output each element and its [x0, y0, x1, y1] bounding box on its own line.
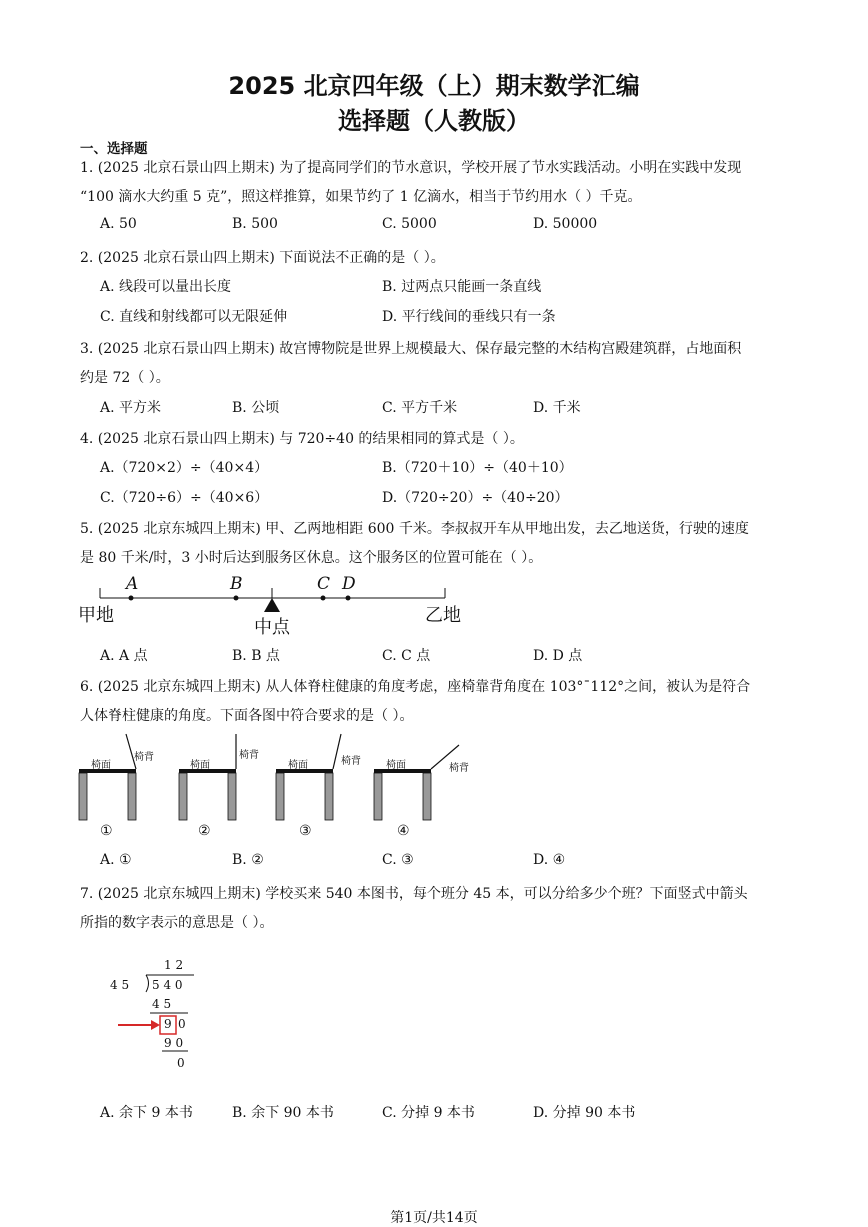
- question-7-line-2: 所指的数字表示的意思是（ ）。: [80, 915, 274, 931]
- question-7-line-1: 7. (2025 北京东城四上期末) 学校买来 540 本图书，每个班分 45 本，可以分给多少个班？下面竖式中箭头: [80, 886, 748, 902]
- question-5-option-d: D. D 点: [533, 648, 583, 664]
- section-heading: 一、选择题: [80, 141, 148, 157]
- point-c-dot: [321, 596, 326, 601]
- question-3-option-a: A. 平方米: [100, 400, 162, 416]
- question-3-line-2: 约是 72（ ）。: [80, 370, 170, 386]
- division-step-2-boxed: 9: [164, 1017, 172, 1031]
- question-5-line-2: 是 80 千米/时，3 小时后达到服务区休息。这个服务区的位置可能在（ ）。: [80, 550, 543, 566]
- long-division-figure: [110, 955, 220, 1075]
- chair-1-number: ①: [100, 823, 113, 839]
- question-6-option-b: B. ②: [232, 852, 264, 868]
- question-6-line-1: 6. (2025 北京东城四上期末) 从人体脊柱健康的角度考虑，座椅靠背角度在 103°ˉ112°之间，被认为是符合: [80, 679, 751, 695]
- division-dividend: 5 4 0: [152, 978, 183, 992]
- question-6-line-2: 人体脊柱健康的角度。下面各图中符合要求的是（ ）。: [80, 708, 414, 724]
- chair-3: [276, 734, 341, 820]
- question-6-option-d: D. ④: [533, 852, 566, 868]
- chair-4-back-label: 椅背: [449, 763, 469, 774]
- chair-1-back-label: 椅背: [134, 752, 154, 763]
- chair-2: [179, 734, 236, 820]
- point-a-dot: [129, 596, 134, 601]
- question-1-option-a: A. 50: [100, 216, 137, 232]
- question-1-option-c: C. 5000: [382, 216, 437, 232]
- question-2-option-d: D. 平行线间的垂线只有一条: [382, 309, 556, 325]
- division-bracket: [146, 975, 149, 992]
- question-2-option-a: A. 线段可以量出长度: [100, 279, 232, 295]
- question-7-option-c: C. 分掉 9 本书: [382, 1105, 475, 1121]
- question-4-line-1: 4. (2025 北京石景山四上期末) 与 720÷40 的结果相同的算式是（ ）。: [80, 431, 524, 447]
- end-label: 乙地: [425, 605, 461, 626]
- page-number: 第1页/共14页: [390, 1210, 478, 1226]
- chair-1: [79, 734, 136, 820]
- question-3-option-c: C. 平方千米: [382, 400, 458, 416]
- point-d-label: D: [342, 574, 356, 594]
- chair-2-seat-label: 椅面: [190, 760, 210, 771]
- question-5-option-c: C. C 点: [382, 648, 431, 664]
- question-4-option-a: A.（720×2）÷（40×4）: [100, 460, 269, 476]
- question-1-line-1: 1. (2025 北京石景山四上期末) 为了提高同学们的节水意识，学校开展了节水实践活动。小明在实践中发现: [80, 160, 742, 176]
- question-1-option-d: D. 50000: [533, 216, 598, 232]
- division-step-2-rest: 0: [178, 1017, 186, 1031]
- chair-3-number: ③: [299, 823, 312, 839]
- question-7-option-d: D. 分掉 90 本书: [533, 1105, 636, 1121]
- question-7-option-b: B. 余下 90 本书: [232, 1105, 334, 1121]
- point-a-label: A: [126, 574, 139, 594]
- question-3-option-d: D. 千米: [533, 400, 581, 416]
- division-remainder: 0: [177, 1056, 185, 1070]
- question-4-option-b: B.（720＋10）÷（40＋10）: [382, 460, 573, 476]
- chair-4-number: ④: [397, 823, 410, 839]
- question-2-option-b: B. 过两点只能画一条直线: [382, 279, 542, 295]
- chair-1-seat-label: 椅面: [91, 760, 111, 771]
- question-4-option-c: C.（720÷6）÷（40×6）: [100, 490, 269, 506]
- point-b-label: B: [230, 574, 243, 594]
- chair-2-back-label: 椅背: [239, 750, 259, 761]
- point-b-dot: [234, 596, 239, 601]
- question-6-option-a: A. ①: [100, 852, 132, 868]
- division-divisor: 4 5: [110, 978, 130, 992]
- question-5-option-b: B. B 点: [232, 648, 280, 664]
- question-3-option-b: B. 公顷: [232, 400, 280, 416]
- page-subtitle: 选择题（人教版）: [338, 107, 530, 135]
- question-1-line-2: “100 滴水大约重 5 克”，照这样推算，如果节约了 1 亿滴水，相当于节约用水（ ）千克。: [80, 189, 642, 205]
- question-6-option-c: C. ③: [382, 852, 414, 868]
- page-title: 2025 北京四年级（上）期末数学汇编: [228, 72, 640, 100]
- question-2-line-1: 2. (2025 北京石景山四上期末) 下面说法不正确的是（ ）。: [80, 250, 445, 266]
- chair-4-seat-label: 椅面: [386, 760, 406, 771]
- chair-3-back-label: 椅背: [341, 756, 361, 767]
- start-label: 甲地: [78, 605, 114, 626]
- question-3-line-1: 3. (2025 北京石景山四上期末) 故宫博物院是世界上规模最大、保存最完整的木结构宫殿建筑群，占地面积: [80, 341, 742, 357]
- arrow-icon: [151, 1020, 160, 1030]
- division-step-1: 4 5: [152, 997, 172, 1011]
- point-d-dot: [346, 596, 351, 601]
- division-step-3: 9 0: [164, 1036, 184, 1050]
- point-c-label: C: [317, 574, 331, 594]
- division-quotient: 1 2: [164, 958, 184, 972]
- question-1-option-b: B. 500: [232, 216, 278, 232]
- chair-2-number: ②: [198, 823, 211, 839]
- question-5-line-1: 5. (2025 北京东城四上期末) 甲、乙两地相距 600 千米。李叔叔开车从甲地出发，去乙地送货，行驶的速度: [80, 521, 749, 537]
- midpoint-label: 中点: [254, 617, 290, 638]
- question-2-option-c: C. 直线和射线都可以无限延伸: [100, 309, 288, 325]
- chairs-figure: [76, 730, 476, 825]
- question-4-option-d: D.（720÷20）÷（40÷20）: [382, 490, 569, 506]
- question-7-option-a: A. 余下 9 本书: [100, 1105, 193, 1121]
- question-5-option-a: A. A 点: [100, 648, 148, 664]
- chair-3-seat-label: 椅面: [288, 760, 308, 771]
- midpoint-triangle-icon: [264, 598, 280, 612]
